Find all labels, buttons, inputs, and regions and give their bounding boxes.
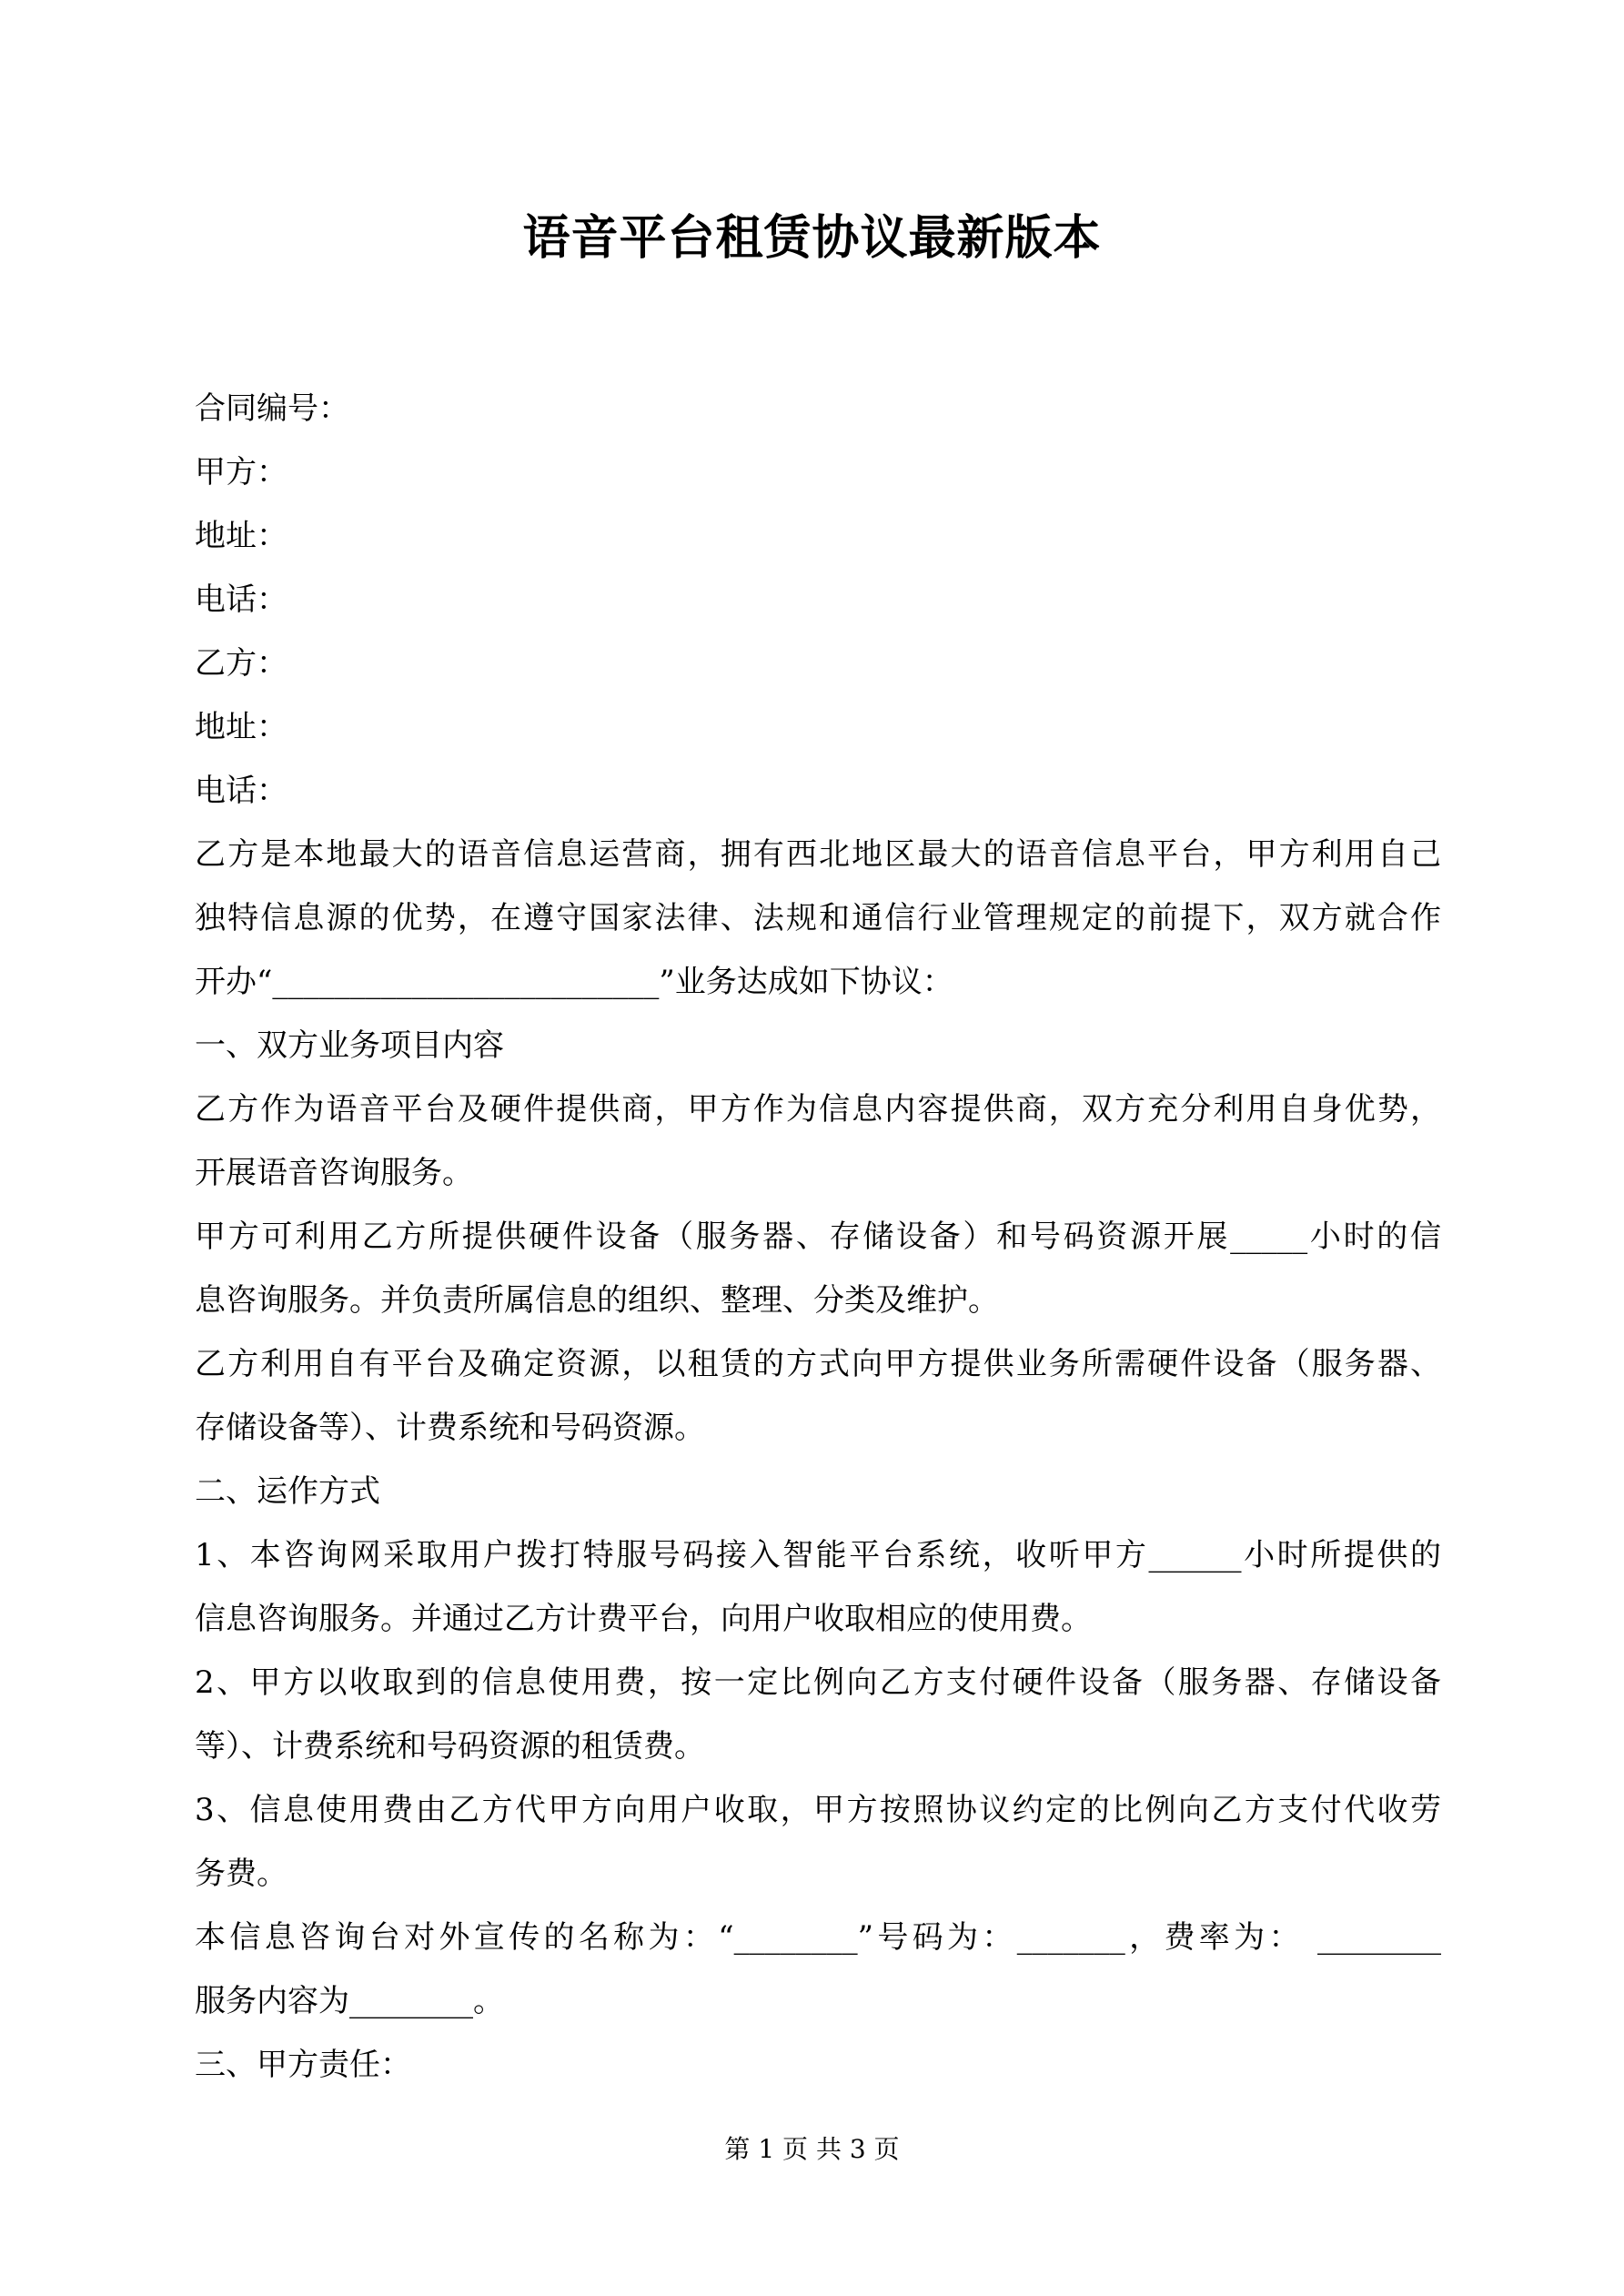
body-line: 地址： <box>195 518 287 554</box>
body-line: 开办“_________________________”业务达成如下协议： <box>195 964 953 1000</box>
body-line: 开展语音咨询服务。 <box>195 1155 473 1191</box>
body-line: 乙方作为语音平台及硬件提供商，甲方作为信息内容提供商，双方充分利用自身优势， <box>195 1091 1441 1128</box>
body-line: 等）、计费系统和号码资源的租赁费。 <box>195 1728 705 1765</box>
body-line: 服务内容为________。 <box>195 1983 504 2019</box>
body-line: 乙方： <box>195 645 287 682</box>
page-footer: 第 1 页 共 3 页 <box>724 2134 900 2164</box>
body-line: 1、本咨询网采取用户拨打特服号码接入智能平台系统，收听甲方______小时所提供的 <box>195 1537 1441 1573</box>
body-line: 息咨询服务。并负责所属信息的组织、整理、分类及维护。 <box>195 1282 999 1319</box>
document-body <box>195 377 1441 2097</box>
body-line: 乙方是本地最大的语音信息运营商，拥有西北地区最大的语音信息平台，甲方利用自己 <box>195 836 1441 873</box>
body-line: 合同编号： <box>195 390 349 427</box>
document-title: 语音平台租赁协议最新版本 <box>522 210 1102 266</box>
body-line: 3、信息使用费由乙方代甲方向用户收取，甲方按照协议约定的比例向乙方支付代收劳 <box>195 1792 1441 1828</box>
body-line: 务费。 <box>195 1856 287 1892</box>
body-line: 电话： <box>195 773 287 809</box>
body-line: 存储设备等）、计费系统和号码资源。 <box>195 1410 705 1446</box>
body-line: 电话： <box>195 582 287 618</box>
body-line: 独特信息源的优势，在遵守国家法律、法规和通信行业管理规定的前提下，双方就合作 <box>195 900 1441 936</box>
body-line: 地址： <box>195 709 287 745</box>
body-line: 甲方： <box>195 454 287 491</box>
body-line: 一、双方业务项目内容 <box>195 1027 504 1064</box>
body-line: 三、甲方责任： <box>195 2047 411 2083</box>
body-line: 甲方可利用乙方所提供硬件设备（服务器、存储设备）和号码资源开展_____小时的信 <box>195 1219 1441 1255</box>
body-line: 本信息咨询台对外宣传的名称为：“________”号码为：_______，费率为： ________ <box>195 1919 1441 1956</box>
body-line: 二、运作方式 <box>195 1473 380 1510</box>
body-line: 乙方利用自有平台及确定资源，以租赁的方式向甲方提供业务所需硬件设备（服务器、 <box>195 1346 1441 1382</box>
body-line: 2、甲方以收取到的信息使用费，按一定比例向乙方支付硬件设备（服务器、存储设备 <box>195 1664 1441 1701</box>
body-line: 信息咨询服务。并通过乙方计费平台，向用户收取相应的使用费。 <box>195 1601 1092 1637</box>
